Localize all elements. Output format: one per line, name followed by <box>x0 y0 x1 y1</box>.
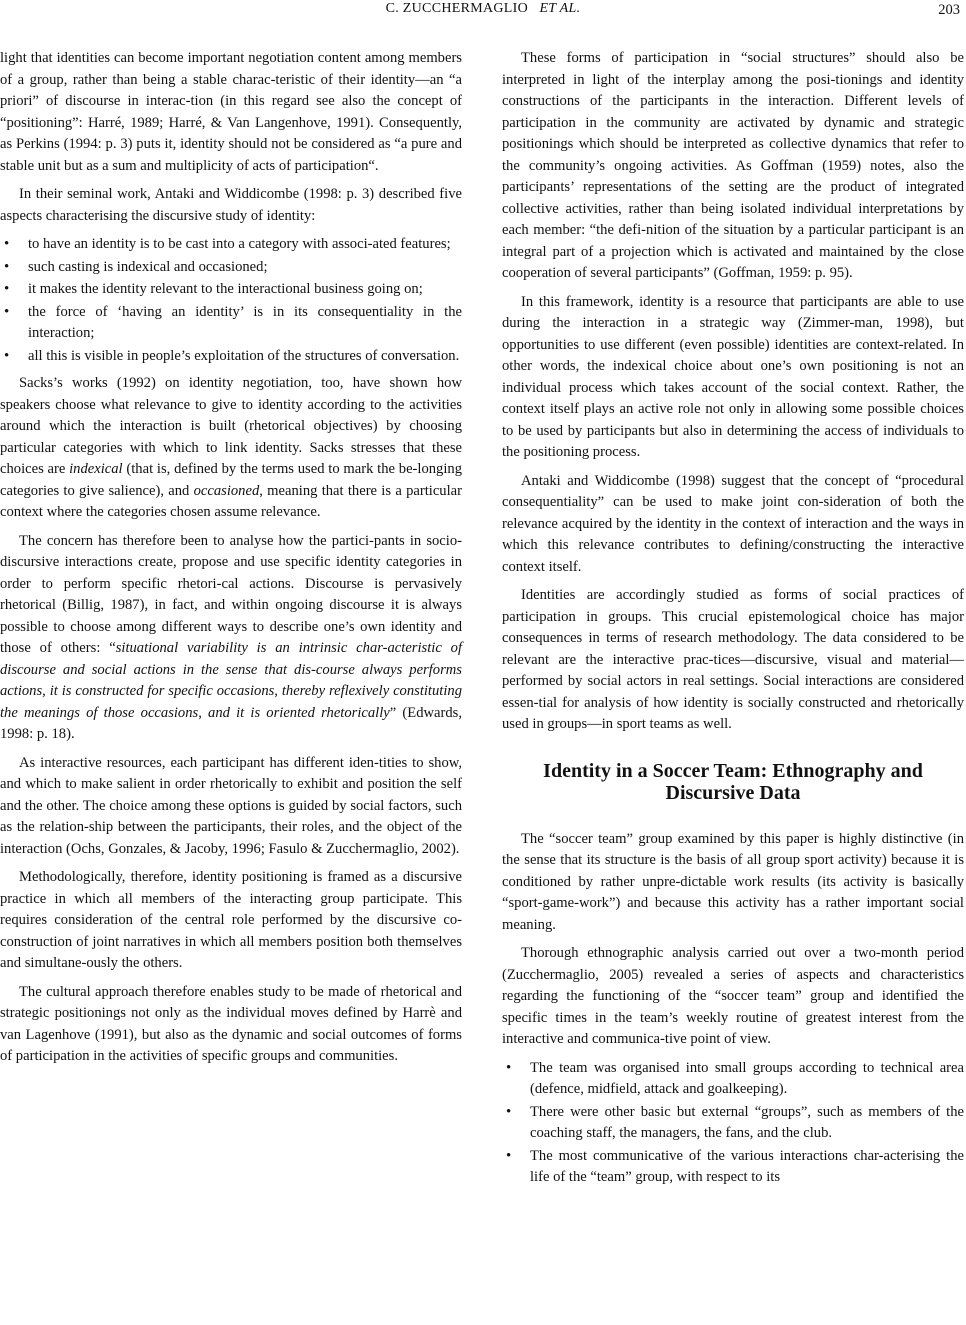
list-item <box>502 1146 964 1189</box>
bullet-icon: • <box>4 236 10 252</box>
emphasis: thereby reflexively constituting the meanings of those occasions <box>0 683 462 721</box>
emphasis: and it is oriented rhetorically <box>208 704 390 721</box>
list-item <box>0 234 462 256</box>
text-run: ” (Edwards, 1998: p. 18). <box>0 704 462 742</box>
paragraph: In their seminal work, Antaki and Widdicombe (1998: p. 3) described five aspects characterising the discursive study of identity: <box>0 186 462 224</box>
paragraph: Identities are accordingly studied as forms of social practices of participation in groups. This crucial epistemological choice has major consequences in terms of research methodology. The data considered to be relevant are the interactive prac-tices—discursive, visual and material—performed by social actors in real settings. Social interactions are considered essen-tial for analysis of how identity is socially constructed and rhetorically used in groups—in sport teams as well. <box>502 587 964 732</box>
bullet-icon: • <box>506 1103 512 1120</box>
list-item <box>0 302 462 345</box>
list-item-text: the force of ‘having an identity’ is in its consequentiality in the interaction; <box>28 303 462 341</box>
section-heading <box>502 760 964 804</box>
list-item <box>502 1102 964 1145</box>
right-column <box>502 48 964 1195</box>
page-number: 203 <box>938 2 960 18</box>
bullet-icon: • <box>4 258 10 275</box>
emphasis: situational variability is an intrinsic char-acteristic of discourse and social actions in the sense that dis-course always performs actions <box>0 640 463 699</box>
list-item <box>502 1058 964 1101</box>
bullet-icon: • <box>4 281 10 297</box>
paragraph: Thorough ethnographic analysis carried out over a two-month period (Zucchermaglio, 2005) revealed a series of aspects and characteristics regarding the functioning of the “soccer team” group and identified the specific times in the team’s weekly routine of greatest interest from the interactive and communica-tive point of view. <box>502 945 964 1047</box>
left-column <box>0 48 462 1075</box>
paragraph: The cultural approach therefore enables study to be made of rhetorical and strategic positionings not only as the individual moves defined by Harrè and van Lagenhove (1991), but also as the dynamic and social outcomes of forms of participation in the activities of specific groups and communities. <box>0 983 462 1064</box>
paragraph: The “soccer team” group examined by this paper is highly distinctive (in the sense that its structure is the basis of all group sport activity) because it is conditioned by rather unpre-dictable work results (its activity is basically “sport-game-work”) and because this activity has a rather important social meaning. <box>502 830 964 933</box>
paragraph: As interactive resources, each participant has different iden-tities to show, and which to make salient in order rhetorically to exhibit and position the self and the other. The choice among these options is guided by social factors, such as the relation-ship between the participants, their roles, and the object of the interaction (Ochs, Gonzales, & Jacoby, 1996; Fasulo & Zucchermaglio, 2002). <box>0 754 462 857</box>
paragraph: These forms of participation in “social structures” should also be interpreted in light of the interplay among the posi-tionings and identity constructions of the participants in the interaction. Different levels of participation in the community are activated by dynamic and strategic positionings which should be interpreted as collective dynamics that refer to the community’s ongoing activities. As Goffman (1959) notes, also the participants’ representations of the setting are the product of integrated collective activities, rather than being isolated individual interpretations by each member: “the defi-nition of the situation by a particular participant is an integral part of a projection which is activated and maintained by the close cooperation of several participants” (Goffman, 1959: p. 95). <box>502 50 964 281</box>
list-item <box>0 346 462 368</box>
text-run: , <box>198 704 209 721</box>
heading-line: Identity in a Soccer Team: Ethnography and <box>543 759 923 782</box>
list-item-text: all this is visible in people’s exploitation of the structures of conversation. <box>28 347 460 364</box>
running-head <box>0 1 966 17</box>
text-run: , <box>274 683 282 699</box>
emphasis: indexical <box>69 461 123 477</box>
heading-line: Discursive Data <box>665 781 801 804</box>
text-run: , <box>42 683 50 699</box>
list-item-text: it makes the identity relevant to the interactional business going on; <box>28 281 423 297</box>
bullet-icon: • <box>4 303 10 320</box>
list-item-text: There were other basic but external “groups”, such as members of the coaching staff, the managers, the fans, and the club. <box>530 1103 964 1141</box>
emphasis: it is constructed for specific occasions <box>49 683 275 699</box>
text-run: Sacks’s works (1992) on identity negotiation, too, have shown how speakers choose what relevance to give to identity according to the activities around which the interaction is built (rhetorical objectives) by choosing particular categories with which to link identity. Sacks stresses that these choices are <box>0 375 462 477</box>
bullet-icon: • <box>506 1147 512 1164</box>
list-item <box>0 279 462 301</box>
aspects-list <box>0 234 462 367</box>
list-item <box>0 257 462 279</box>
paragraph: Antaki and Widdicombe (1998) suggest that the concept of “procedural consequentiality” can be used to make joint con-sideration of both the relevance acquired by the identity in the context of interaction and the ways in which this relevance contributes to defining/constructing the interactive context itself. <box>502 472 964 575</box>
paragraph <box>0 531 462 746</box>
bullet-icon: • <box>4 347 10 364</box>
text-run: (that is, defined by the terms used to mark the be-longing categories to give salience), and <box>0 461 462 499</box>
list-item-text: The most communicative of the various interactions char-acterising the life of the “team” group, with respect to its <box>530 1147 964 1185</box>
running-head-et-al: ET AL. <box>539 1 581 16</box>
text-run: The concern has therefore been to analyse how the partici-pants in socio-discursive interactions create, propose and use specific identity categories in order to perform specific rhetori-cal actions. Discourse is pervasively rhetorical (Billig, 1987), in fact, and within ongoing discourse it is always possible to choose among different ways to describe one’s own identity and those of others: “ <box>0 532 462 656</box>
findings-list <box>502 1058 964 1189</box>
bullet-icon: • <box>506 1059 512 1076</box>
paragraph: Methodologically, therefore, identity positioning is framed as a discursive practice in which all members of the interacting group participate. This requires consideration of the central role performed by the discursive co-construction of joint narratives in which all members position both themselves and simultane-ously the others. <box>0 869 462 971</box>
text-run: , meaning that there is a particular context where the categories chosen assume relevance. <box>0 482 462 520</box>
running-head-authors: C. ZUCCHERMAGLIO <box>385 1 529 16</box>
paragraph: light that identities can become important negotiation content among members of a group, rather than being a stable charac-teristic of their identity—an “a priori” of discourse in interac-tion (in this regard see also the concept of “positioning”: Harré, 1989; Harré, & Van Langenhove, 1991). Consequently, as Perkins (1994: p. 3) puts it, identity should not be considered as “a pure and stable unit but as a sum and multiplicity of acts of participation“. <box>0 50 462 174</box>
page-header <box>0 0 966 26</box>
list-item-text: to have an identity is to be cast into a category with associ-ated features; <box>28 236 451 252</box>
list-item-text: The team was organised into small groups according to technical area (defence, midfield, attack and goalkeeping). <box>530 1059 964 1097</box>
list-item-text: such casting is indexical and occasioned; <box>28 258 268 275</box>
emphasis: occasioned <box>193 482 260 499</box>
paragraph: In this framework, identity is a resource that participants are able to use during the interaction in a strategic way (Zimmer-man, 1998), but opportunities to use different (even possible) identities are context-related. In other words, the indexical choice about one’s own positioning is not an individual process which takes account of the social context. Rather, the context itself plays an active role not only in allowing some possible choices to be used by participants but also in determining the access of individuals to the positioning process. <box>502 293 964 460</box>
paragraph <box>0 373 462 524</box>
